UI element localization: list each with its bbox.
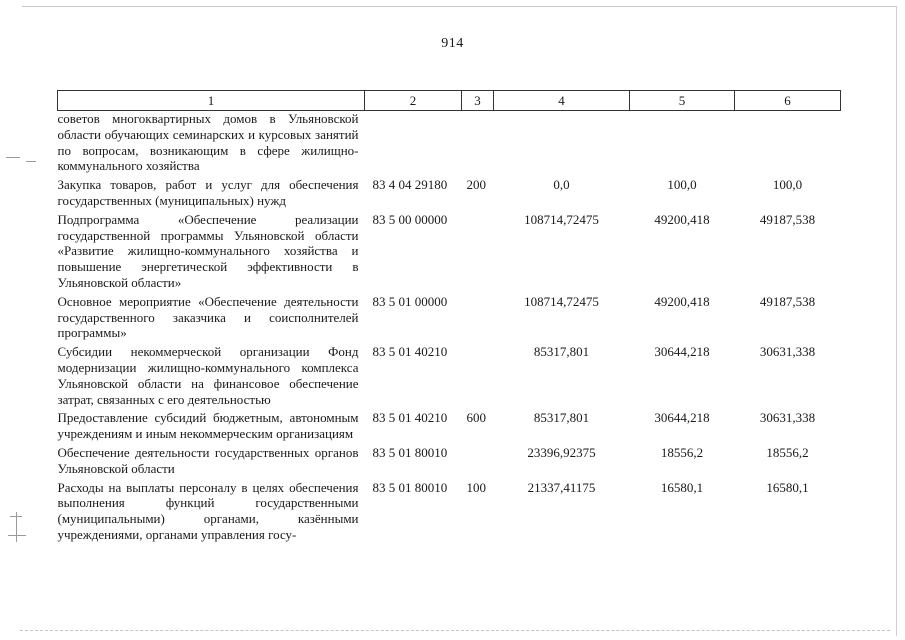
table-row [58,111,841,175]
row-type [462,111,494,175]
table-row [58,442,841,477]
row-code: 83 5 00 00000 [372,211,448,227]
row-amount-1: 0,0 [553,177,570,193]
row-amount-1: 85317,801 [533,410,590,426]
table-row [58,477,841,543]
row-code: 83 5 01 80010 [372,479,448,495]
row-amount-2: 16580,1 [660,479,704,495]
row-amount-2: 30644,218 [654,344,710,360]
page-edge-top [22,6,897,7]
row-name: Обеспечение деятельности государственных органов Ульяновской области [57,444,359,476]
row-amount-1: 23396,92375 [527,444,596,460]
page-number: 914 [441,36,464,51]
row-code: 83 5 01 40210 [372,344,448,360]
scan-mark [8,535,26,536]
row-code: 83 4 04 29180 [372,177,448,193]
scan-mark [6,157,20,158]
row-code: 83 5 01 00000 [372,293,448,309]
col-header-amount-3: 6 [735,91,841,111]
row-type [462,291,494,341]
row-amount-3: 16580,1 [766,479,809,495]
row-amount-3: 49187,538 [759,293,816,309]
row-amount-3: 30631,338 [759,410,816,426]
row-name: Основное мероприятие «Обеспечение деятельности государственного заказчика и соисполнителей программы» [57,293,359,341]
row-amount-1: 21337,41175 [527,479,596,495]
row-amount-3: 100,0 [772,177,803,193]
page-edge-right [896,6,897,636]
row-type: 100 [466,479,486,495]
row-amount-1: 108714,72475 [524,211,599,227]
budget-table [57,90,841,543]
table-row [58,209,841,291]
scan-bottom-line [20,630,890,631]
row-code: 83 5 01 80010 [372,444,448,460]
row-name: Расходы на выплаты персоналу в целях обеспечения выполнения функций государственными (муниципальными) органами, казёнными учреждениями, органами управления госу- [57,479,359,542]
row-amount-1: 108714,72475 [524,293,599,309]
col-header-name: 1 [58,91,365,111]
table-row [58,407,841,442]
row-amount-1 [494,111,630,175]
row-amount-3: 49187,538 [759,211,816,227]
row-amount-2: 49200,418 [654,293,710,309]
row-amount-2: 100,0 [667,177,697,193]
scan-mark [26,161,36,162]
row-amount-2 [630,111,735,175]
row-type: 600 [466,410,486,426]
row-amount-3: 18556,2 [766,444,809,460]
row-name: Закупка товаров, работ и услуг для обеспечения государственных (муниципальных) нужд [57,177,359,208]
table-header-row [58,91,841,111]
row-type [462,341,494,407]
row-amount-3 [735,111,841,175]
row-code [365,111,462,175]
row-type [462,442,494,477]
row-amount-2: 30644,218 [654,410,710,426]
row-name: Подпрограмма «Обеспечение реализации государственной программы Ульяновской области «Развитие жилищно-коммунального хозяйства и повышение энергетической эффективности в Ульяновской области» [57,211,359,290]
row-name: Предоставление субсидий бюджетным, автономным учреждениям и иным некоммерческим организациям [57,410,359,442]
table-row [58,291,841,341]
col-header-code: 2 [365,91,462,111]
col-header-amount-2: 5 [630,91,735,111]
col-header-type: 3 [462,91,494,111]
row-amount-2: 18556,2 [660,444,704,460]
col-header-amount-1: 4 [494,91,630,111]
row-code: 83 5 01 40210 [372,410,448,426]
table-row [58,341,841,407]
table-row [58,174,841,209]
row-name: Субсидии некоммерческой организации Фонд модернизации жилищно-коммунального комплекса Ульяновской области на финансовое обеспечение затрат, связанных с его деятельностью [57,344,359,407]
row-amount-2: 49200,418 [654,211,710,227]
row-amount-3: 30631,338 [759,344,816,360]
scan-mark [16,512,17,542]
row-amount-1: 85317,801 [533,344,590,360]
row-name: советов многоквартирных домов в Ульяновской области обучающих семинарских и курсовых занятий по вопросам, возникающим в сфере жилищно-коммунального хозяйства [57,111,359,174]
row-type: 200 [466,177,486,193]
row-type [462,209,494,291]
